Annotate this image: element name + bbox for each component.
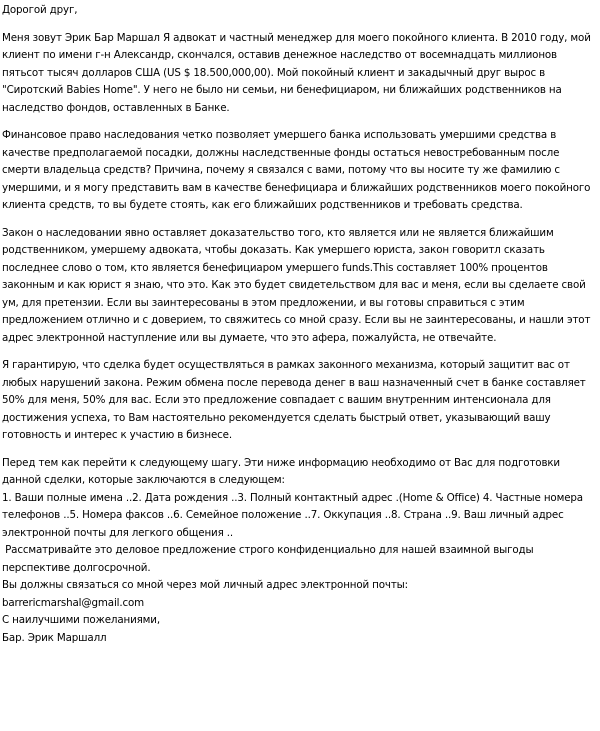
greeting: Дорогой друг,: [2, 4, 78, 16]
sign-off: С наилучшими пожеланиями,: [2, 614, 160, 626]
contact-email: barrericmarshal@gmail.com: [2, 596, 145, 609]
contact-instruction: Вы должны связаться со мной через мой личный адрес электронной почты:: [2, 579, 408, 591]
paragraph-financial-law: Финансовое право наследования четко позволяет умершего банка использовать умершими средства в качестве предполагаемой посадки, должны наследственные фонды остаться невостребованным после смерти владельца средств? Причина, почему я связался с вами, потому что вы носите ту же фамилию с умершими, и я могу представить вам в качестве бенефициара и ближайших родственников моего покойного клиента средств, то вы будете стоять, как его ближайших родственников и требовать средства.: [2, 129, 591, 211]
required-info-list: 1. Ваши полные имена ..2. Дата рождения ..3. Полный контактный адрес .(Home & Office) 4. Частные номера телефонов ..5. Номера факсов ..6. Семейное положение ..7. Оккупация ..8. Страна ..9. Ваш личный адрес электронной почты для легкого общения ..: [2, 491, 587, 539]
paragraph-intro: Меня зовут Эрик Бар Маршал Я адвокат и частный менеджер для моего покойного клиента. В 2010 году, мой клиент по имени г-н Александр, скончался, оставив денежное наследство от восемнадцать миллионов пятьсот тысяч долларов США (US $ 18.500,000,00). Мой покойный клиент и закадычный друг вырос в "Сиротский Babies Home". У него не было ни семьи, ни бенефициаром, ни ближайших родственников на наследство фондов, оставленных в Банке.: [2, 31, 591, 114]
paragraph-inheritance-law: Закон о наследовании явно оставляет доказательство того, кто является или не является ближайшим родственником, умершему адвоката, чтобы доказать. Как умершего юриста, закон говоритл сказать последнее слово о том, кто является бенефициаром умершего funds.This составляет 100% процентов законным и как юрист я знаю, что это. Как это будет свидетельством для вас и меня, если вы сделаете свой ум, для претензии. Если вы заинтересованы в этом предложении, и вы готовы справиться с этим предложением отлично и с доверием, то свяжитесь со мной сразу. Если вы не заинтересованы, и нашли этот адрес электронной наступление или вы думаете, что это афера, пожалуйста, не отвечайте.: [2, 226, 591, 344]
signature-name: Бар. Эрик Маршалл: [2, 631, 107, 644]
next-step-intro: Перед тем как перейти к следующему шагу. Эти ниже информацию необходимо от Вас для подготовки данной сделки, которые заключаются в следующем:: [2, 456, 564, 486]
closing-block: [2, 455, 594, 648]
confidentiality-note: Рассматривайте это деловое предложение строго конфиденциально для нашей взаимной выгоды перспективе долгосрочной.: [2, 544, 537, 574]
paragraph-guarantee: Я гарантирую, что сделка будет осуществляться в рамках законного механизма, который защитит вас от любых нарушений закона. Режим обмена после перевода денег в ваш назначенный счет в банке составляет 50% для меня, 50% для вас. Если это предложение совпадает с вашим внутренним интенсионала для достижения успеха, то Вам настоятельно рекомендуется сделать быстрый ответ, указывающий вашу готовность и интерес к участию в бизнесе.: [2, 359, 586, 441]
